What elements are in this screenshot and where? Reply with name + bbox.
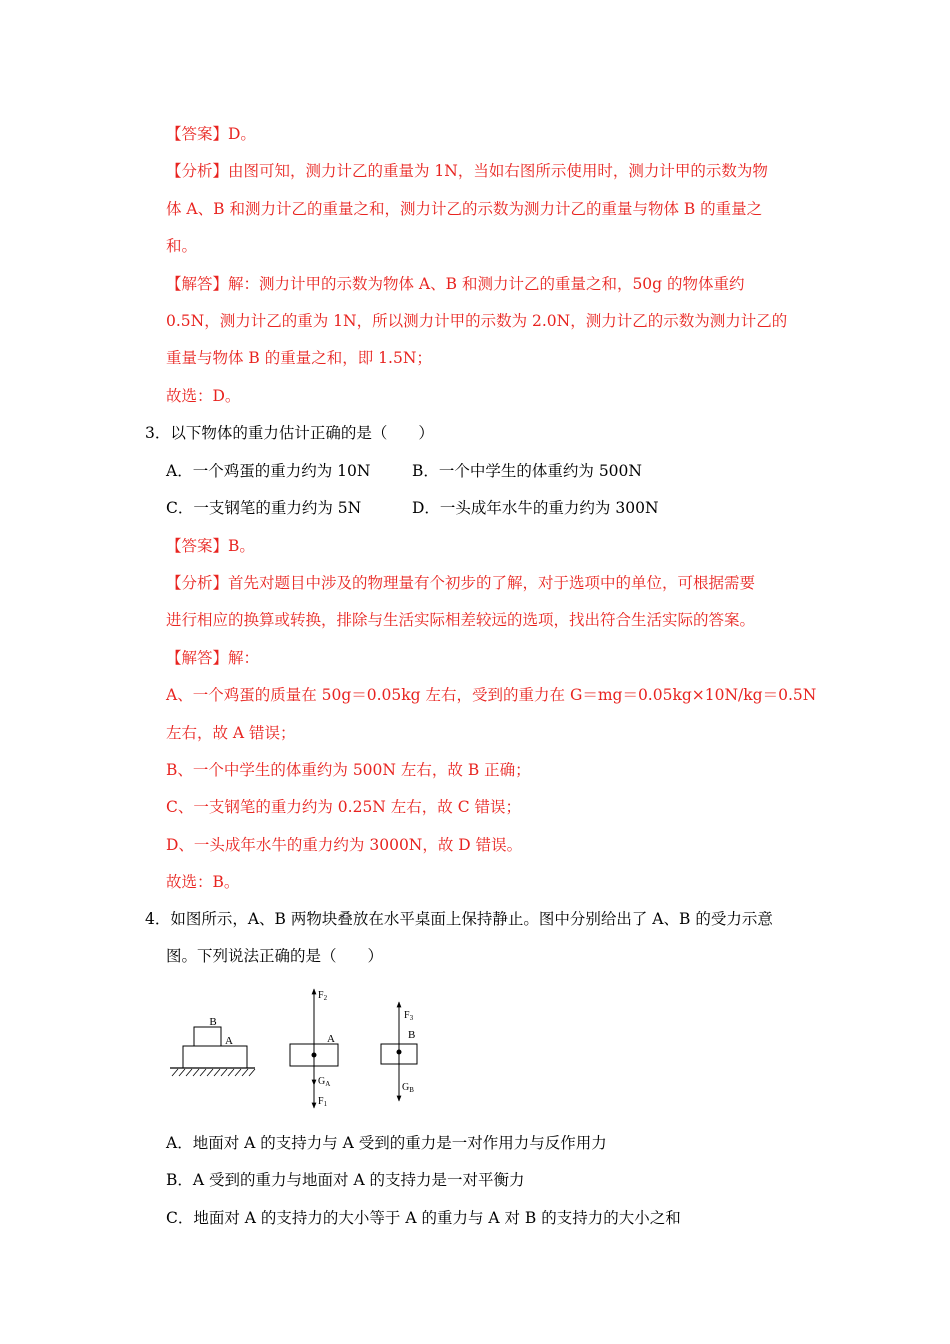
q3-solution-line-2: 左右，故 A 错误； (166, 724, 296, 742)
q4-question-line-1: 4．如图所示，A、B 两物块叠放在水平桌面上保持静止。图中分别给出了 A、B 的受力示意 (145, 910, 773, 928)
fbd-b (381, 1002, 417, 1101)
block-b (194, 1027, 221, 1046)
q2-answer: 【答案】D。 (166, 125, 256, 143)
q2-analysis-line-1: 【分析】由图可知，测力计乙的重量为 1N，当如右图所示使用时，测力计甲的示数为物 (166, 162, 768, 180)
label-b: B (209, 1016, 217, 1028)
q4-force-diagram (160, 980, 460, 1115)
fbd-b-center-dot (397, 1050, 402, 1055)
label-gb: $G_B$ (402, 1082, 414, 1094)
q3-option-a: A．一个鸡蛋的重力约为 10N (166, 462, 371, 480)
q2-solution-line-2: 0.5N，测力计乙的重为 1N，所以测力计甲的示数为 2.0N，测力计乙的示数为测力计乙的 (166, 312, 788, 330)
label-f3: $F_3$ (404, 1010, 414, 1022)
label-f1: $F_1$ (318, 1096, 328, 1108)
q3-solution-line-5: D、一头成年水牛的重力约为 3000N，故 D 错误。 (166, 836, 523, 854)
q2-choice: 故选：D。 (166, 387, 241, 405)
label-ga: $G_A$ (318, 1076, 331, 1088)
q3-solution-head: 【解答】解： (166, 649, 260, 667)
label-fbd-b: B (408, 1029, 416, 1041)
q3-choice: 故选：B。 (166, 873, 240, 891)
q3-option-c: C．一支钢笔的重力约为 5N (166, 499, 362, 517)
q4-option-c: C．地面对 A 的支持力的大小等于 A 的重力与 A 对 B 的支持力的大小之和 (166, 1209, 681, 1227)
ground-hatch (172, 1069, 255, 1076)
label-fbd-a: A (327, 1033, 335, 1045)
q4-option-a: A．地面对 A 的支持力与 A 受到的重力是一对作用力与反作用力 (166, 1134, 607, 1152)
q3-question: 3．以下物体的重力估计正确的是（ ） (145, 424, 434, 442)
label-a: A (225, 1035, 233, 1047)
q2-solution-line-3: 重量与物体 B 的重量之和，即 1.5N； (166, 349, 432, 367)
q3-answer: 【答案】B。 (166, 537, 255, 555)
q2-analysis-line-3: 和。 (166, 237, 198, 255)
q3-analysis-line-2: 进行相应的换算或转换，排除与生活实际相差较远的选项，找出符合生活实际的答案。 (166, 611, 756, 629)
fbd-a (290, 989, 338, 1108)
stacked-blocks-figure (170, 1016, 255, 1076)
q2-solution-line-1: 【解答】解：测力计甲的示数为物体 A、B 和测力计乙的重量之和，50g 的物体重约 (166, 275, 745, 293)
block-a (183, 1046, 247, 1068)
fbd-a-center-dot (312, 1053, 317, 1058)
q4-question-line-2: 图。下列说法正确的是（ ） (166, 947, 384, 965)
q3-solution-line-1: A、一个鸡蛋的质量在 50g＝0.05kg 左右，受到的重力在 G＝mg＝0.05kg×10N/kg＝0.5N (166, 686, 817, 704)
q3-solution-line-4: C、一支钢笔的重力约为 0.25N 左右，故 C 错误； (166, 798, 522, 816)
label-f2: $F_2$ (318, 990, 328, 1002)
q4-option-b: B．A 受到的重力与地面对 A 的支持力是一对平衡力 (166, 1171, 525, 1189)
q3-option-b: B．一个中学生的体重约为 500N (412, 462, 642, 480)
q3-option-d: D．一头成年水牛的重力约为 300N (412, 499, 659, 517)
q3-analysis-line-1: 【分析】首先对题目中涉及的物理量有个初步的了解，对于选项中的单位，可根据需要 (166, 574, 756, 592)
q3-solution-line-3: B、一个中学生的体重约为 500N 左右，故 B 正确； (166, 761, 531, 779)
q2-analysis-line-2: 体 A、B 和测力计乙的重量之和，测力计乙的示数为测力计乙的重量与物体 B 的重量之 (166, 200, 763, 218)
